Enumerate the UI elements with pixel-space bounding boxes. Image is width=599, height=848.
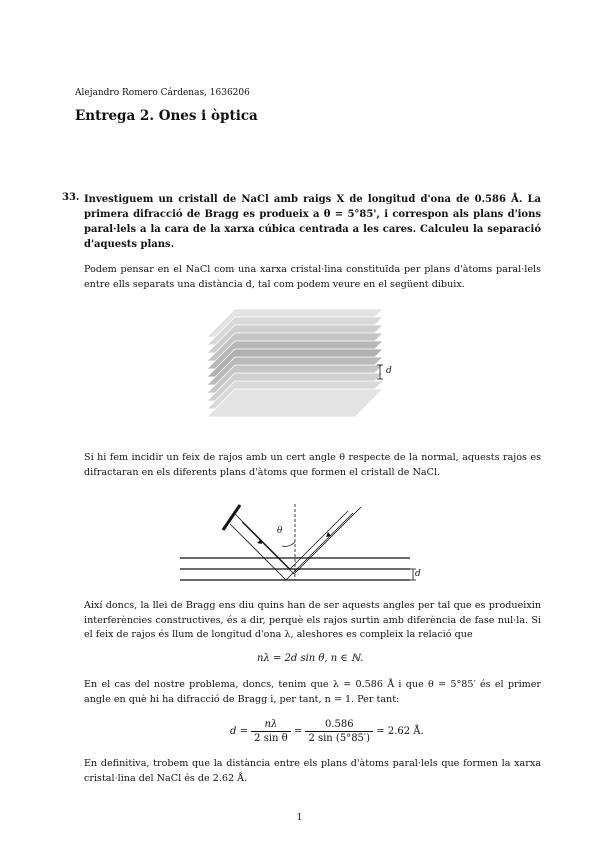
paragraph-values: En el cas del nostre problema, doncs, tenim que λ = 0.586 Å i que θ = 5°85′ és el primer angle en què hi ha difracció de Bragg i, per tant, n = 1. Per tant:: [84, 679, 541, 705]
eq-lhs: d =: [230, 726, 248, 737]
result-equation: [230, 719, 424, 744]
bragg-equation: nλ = 2d sin θ, n ∈ ℕ.: [257, 653, 364, 664]
theta-label: θ: [277, 526, 283, 536]
page-number: 1: [296, 813, 303, 823]
fraction-numeric-num: 0.586: [305, 719, 373, 732]
paragraph-conclusion: En definitiva, trobem que la distància entre els plans d'àtoms paral·lels que formen la xarxa cristal·lina del NaCl és de 2.62 Å.: [84, 758, 541, 784]
plane-spacing-label: d: [386, 366, 392, 376]
fraction-numeric-den: 2 sin (5°85′): [308, 733, 371, 744]
paragraph-incidence: Si hi fem incidir un feix de rajos amb un cert angle θ respecte de la normal, aquests rajos es difractaran en els diferents plans d'àtoms que formen el cristall de NaCl.: [84, 452, 541, 478]
fraction-numeric: [305, 719, 373, 744]
crystal-planes-figure: [205, 307, 385, 427]
fraction-general-den: 2 sin θ: [254, 733, 288, 744]
author-line: Alejandro Romero Cárdenas, 1636206: [75, 88, 250, 98]
problem-number: 33.: [62, 192, 80, 203]
eq-result: = 2.62 Å.: [376, 726, 424, 737]
eq-equals: =: [293, 726, 303, 737]
fraction-general: [251, 719, 291, 744]
page-title: Entrega 2. Ones i òptica: [75, 108, 258, 124]
bragg-spacing-label: d: [415, 569, 421, 579]
bragg-diagram: [178, 500, 428, 590]
paragraph-bragg-law: Així doncs, la llei de Bragg ens diu quins han de ser aquests angles per tal que es produeixin interferències constructives, és a dir, perquè els rajos surtin amb diferència de fase nul·la. Si el feix de rajos és llum de longitud d'ona λ, aleshores es compleix la relació que: [84, 600, 541, 641]
problem-statement: Investiguem un cristall de NaCl amb raigs X de longitud d'ona de 0.586 Å. La primera difracció de Bragg es produeix a θ = 5°85', i correspon als plans d'ions paral·lels a la cara de la xarxa cúbica centrada a les cares. Calculeu la separació d'aquests plans.: [84, 194, 541, 250]
plane-stack: [207, 309, 383, 417]
paragraph-intro: Podem pensar en el NaCl com una xarxa cristal·lina constituïda per plans d'àtoms paral·lels entre ells separats una distància d, tal com podem veure en el següent dibuix.: [84, 264, 541, 290]
fraction-general-num: nλ: [251, 719, 291, 732]
